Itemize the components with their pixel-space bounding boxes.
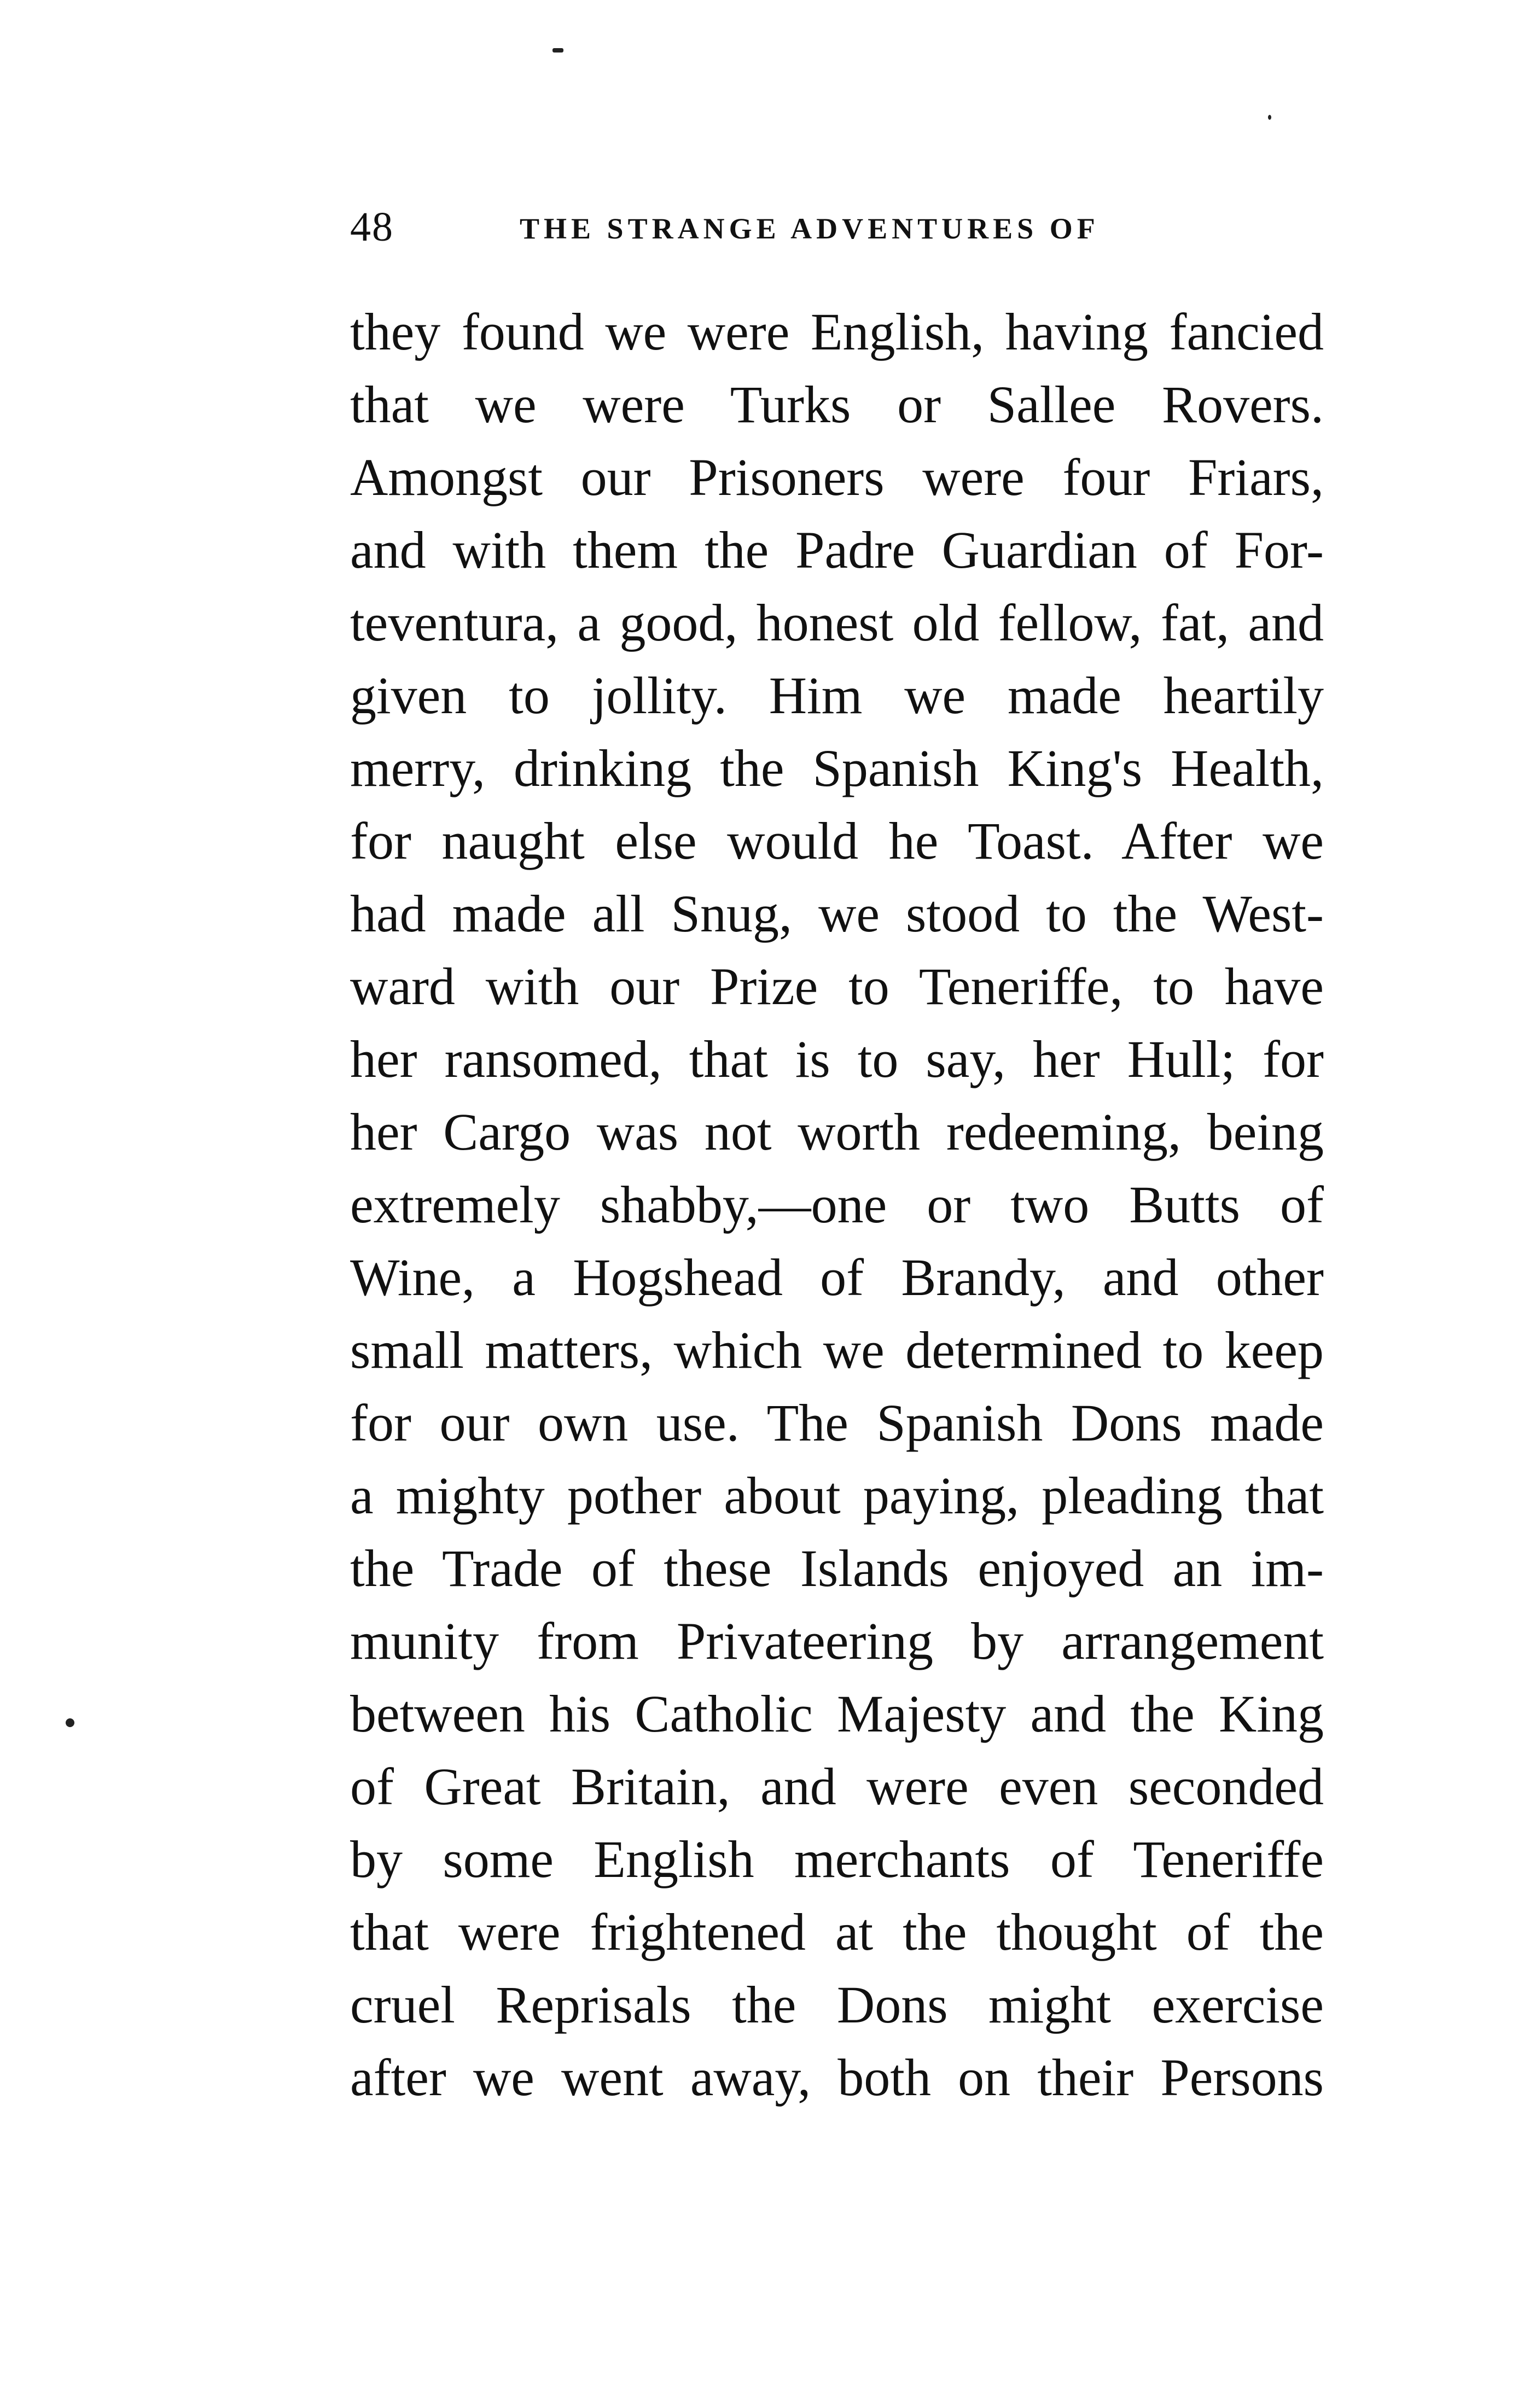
text-line: ward with our Prize to Teneriffe, to have xyxy=(350,957,1324,1016)
text-line: for naught else would he Toast. After we xyxy=(350,812,1324,870)
text-line: between his Catholic Majesty and the King xyxy=(350,1684,1324,1743)
text-line: small matters, which we determined to keep xyxy=(350,1321,1324,1379)
text-line: teventura, a good, honest old fellow, fat, and xyxy=(350,593,1324,652)
text-line: extremely shabby,—one or two Butts of xyxy=(350,1175,1324,1234)
text-line: her ransomed, that is to say, her Hull; for xyxy=(350,1030,1324,1088)
text-line: had made all Snug, we stood to the West- xyxy=(350,884,1324,943)
text-line: a mighty pother about paying, pleading that xyxy=(350,1466,1324,1525)
text-line: her Cargo was not worth redeeming, being xyxy=(350,1103,1324,1161)
text-line: given to jollity. Him we made heartily xyxy=(350,666,1324,725)
running-title: THE STRANGE ADVENTURES OF xyxy=(520,212,1100,245)
page-header xyxy=(350,197,1335,257)
text-line: by some English merchants of Teneriffe xyxy=(350,1830,1324,1888)
ink-speck xyxy=(1268,115,1271,120)
body-text xyxy=(350,295,1324,2114)
text-line: that we were Turks or Sallee Rovers. xyxy=(350,375,1324,434)
text-line: munity from Privateering by arrangement xyxy=(350,1612,1324,1670)
ink-speck xyxy=(552,48,563,53)
text-line: merry, drinking the Spanish King's Health, xyxy=(350,739,1324,797)
text-line: the Trade of these Islands enjoyed an im- xyxy=(350,1539,1324,1597)
text-line: they found we were English, having fancied xyxy=(350,302,1324,361)
ink-speck xyxy=(66,1718,74,1727)
text-line: after we went away, both on their Persons xyxy=(350,2048,1324,2107)
page-number: 48 xyxy=(350,204,394,250)
text-line: Wine, a Hogshead of Brandy, and other xyxy=(350,1248,1324,1307)
text-line: Amongst our Prisoners were four Friars, xyxy=(350,448,1324,506)
text-line: that were frightened at the thought of the xyxy=(350,1903,1324,1961)
text-line: and with them the Padre Guardian of For- xyxy=(350,521,1324,579)
text-line: for our own use. The Spanish Dons made xyxy=(350,1394,1324,1452)
text-line: of Great Britain, and were even seconded xyxy=(350,1757,1324,1816)
text-line: cruel Reprisals the Dons might exercise xyxy=(350,1975,1324,2034)
